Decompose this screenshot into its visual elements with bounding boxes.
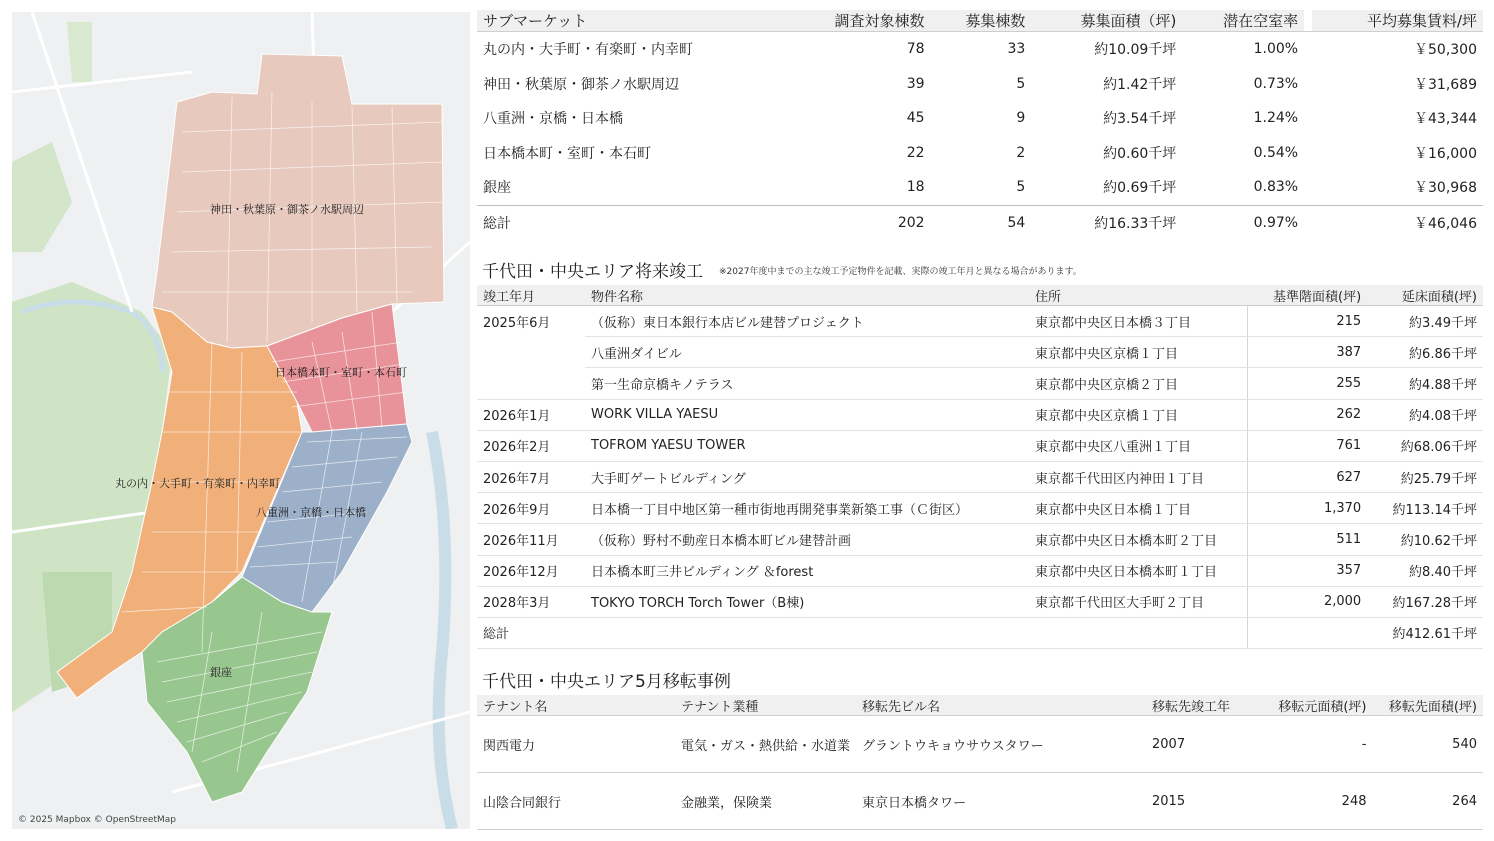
relocation-cell: 264 xyxy=(1373,773,1484,830)
col-survey-count: 調査対象棟数 xyxy=(788,10,931,32)
map-canvas xyxy=(12,12,470,829)
future-row xyxy=(477,524,1483,555)
future-cell: 約4.08千坪 xyxy=(1367,399,1483,430)
col-dest-building: 移転先ビル名 xyxy=(856,695,1146,716)
future-section-note: ※2027年度中までの主な竣工予定物件を記載、実際の竣工年月と異なる場合があります。 xyxy=(719,267,1082,277)
future-cell: 357 xyxy=(1247,555,1367,586)
submarket-row xyxy=(477,67,1483,102)
col-total-area: 延床面積(坪) xyxy=(1367,285,1483,306)
relocation-cell: 540 xyxy=(1373,716,1484,773)
future-row xyxy=(477,337,1483,368)
col-avg-rent: 平均募集賃料/坪 xyxy=(1312,10,1483,32)
relocation-cell: 2015 xyxy=(1146,773,1262,830)
submarket-cell: 2 xyxy=(1016,144,1026,161)
submarket-cell: 33 xyxy=(1007,41,1026,58)
future-cell: 東京都中央区八重洲１丁目 xyxy=(1029,430,1247,461)
submarket-cell: 神田・秋葉原・御茶ノ水駅周辺 xyxy=(483,76,679,93)
submarket-cell: 約0.69千坪 xyxy=(1103,180,1177,197)
submarket-total-row xyxy=(477,205,1483,240)
relocation-cell: 電気・ガス・熱供給・水道業 xyxy=(675,716,856,773)
col-vacancy-area: 募集面積（坪) xyxy=(1031,10,1182,32)
map-label-kanda: 神田・秋葉原・御茶ノ水駅周辺 xyxy=(210,203,364,216)
future-row xyxy=(477,399,1483,430)
future-row xyxy=(477,368,1483,399)
submarket-cell: 約0.60千坪 xyxy=(1103,145,1177,162)
submarket-cell: ￥46,046 xyxy=(1312,205,1483,240)
future-cell: 255 xyxy=(1247,368,1367,399)
relocation-cell: 山陰合同銀行 xyxy=(477,773,675,830)
submarket-cell: 約16.33千坪 xyxy=(1031,205,1182,240)
relocation-cell: 2007 xyxy=(1146,716,1262,773)
submarket-cell: 総計 xyxy=(477,205,788,240)
relocation-cell: 金融業，保険業 xyxy=(675,773,856,830)
submarket-cell: 約10.09千坪 xyxy=(1094,42,1177,59)
submarket-cell: ￥16,000 xyxy=(1414,145,1477,162)
future-row xyxy=(477,555,1483,586)
map-label-yaesu: 八重洲・京橋・日本橋 xyxy=(256,506,366,519)
future-cell: 約4.88千坪 xyxy=(1367,368,1483,399)
submarket-cell: ￥50,300 xyxy=(1414,42,1477,59)
future-cell: 東京都中央区京橋１丁目 xyxy=(1029,399,1247,430)
col-src-area: 移転元面積(坪) xyxy=(1262,695,1372,716)
future-cell: 2,000 xyxy=(1247,586,1367,617)
future-total-label: 総計 xyxy=(477,617,585,648)
relocation-row xyxy=(477,716,1483,773)
col-vacancy-rate: 潜在空室率 xyxy=(1182,10,1304,32)
future-cell: （仮称）東日本銀行本店ビル建替プロジェクト xyxy=(585,306,1029,337)
future-row xyxy=(477,461,1483,492)
future-cell: 東京都中央区日本橋１丁目 xyxy=(1029,493,1247,524)
future-cell: （仮称）野村不動産日本橋本町ビル建替計画 xyxy=(585,524,1029,555)
submarket-cell: 日本橋本町・室町・本石町 xyxy=(483,145,651,162)
future-cell: 東京都中央区京橋２丁目 xyxy=(1029,368,1247,399)
future-cell: 262 xyxy=(1247,399,1367,430)
submarket-header-row xyxy=(477,10,1483,32)
submarket-cell: 丸の内・大手町・有楽町・内幸町 xyxy=(483,42,693,59)
future-cell: 215 xyxy=(1247,306,1367,337)
future-row xyxy=(477,493,1483,524)
map-attribution[interactable]: © 2025 Mapbox © OpenStreetMap xyxy=(18,815,176,825)
submarket-cell: ￥31,689 xyxy=(1414,76,1477,93)
submarket-cell: 0.73% xyxy=(1253,75,1299,92)
future-cell: 東京都中央区日本橋３丁目 xyxy=(1029,306,1247,337)
future-cell: TOKYO TORCH Torch Tower（B棟) xyxy=(585,586,1029,617)
future-cell: 1,370 xyxy=(1247,493,1367,524)
col-address: 住所 xyxy=(1029,285,1247,306)
col-dest-year: 移転先竣工年 xyxy=(1146,695,1262,716)
future-cell: 2026年11月 xyxy=(477,524,585,555)
relocation-cell: 関西電力 xyxy=(477,716,675,773)
submarket-table xyxy=(477,10,1483,240)
relocation-cell: 248 xyxy=(1262,773,1372,830)
future-cell: 約6.86千坪 xyxy=(1367,337,1483,368)
submarket-cell: 9 xyxy=(1016,110,1026,127)
relocation-table xyxy=(477,695,1483,830)
col-property: 物件名称 xyxy=(585,285,1029,306)
submarket-cell: 22 xyxy=(906,144,925,161)
col-dest-area: 移転先面積(坪) xyxy=(1373,695,1484,716)
future-cell: TOFROM YAESU TOWER xyxy=(585,430,1029,461)
future-cell: 2026年7月 xyxy=(477,461,585,492)
submarket-cell: 1.24% xyxy=(1253,110,1299,127)
future-section-title: 千代田・中央エリア将来竣工 xyxy=(482,262,703,282)
submarket-cell: 0.54% xyxy=(1253,144,1299,161)
map-label-nihonbashi-honcho: 日本橋本町・室町・本石町 xyxy=(275,366,407,379)
submarket-cell: ￥43,344 xyxy=(1414,111,1477,128)
submarket-cell: 銀座 xyxy=(483,180,511,197)
future-cell: 東京都千代田区大手町２丁目 xyxy=(1029,586,1247,617)
future-cell: 2026年2月 xyxy=(477,430,585,461)
col-tenant: テナント名 xyxy=(477,695,675,716)
submarket-cell: 39 xyxy=(906,75,925,92)
submarket-row xyxy=(477,32,1483,67)
submarket-row xyxy=(477,101,1483,136)
future-cell: 627 xyxy=(1247,461,1367,492)
future-cell: 東京都千代田区内神田１丁目 xyxy=(1029,461,1247,492)
future-cell: 2026年1月 xyxy=(477,399,585,430)
future-cell: 2026年9月 xyxy=(477,493,585,524)
future-total-row xyxy=(477,617,1483,648)
submarket-cell: 5 xyxy=(1016,75,1026,92)
col-vacancy-count: 募集棟数 xyxy=(931,10,1032,32)
river-line xyxy=(432,432,452,829)
future-cell: 約10.62千坪 xyxy=(1367,524,1483,555)
relocation-row xyxy=(477,773,1483,830)
future-cell: 約113.14千坪 xyxy=(1367,493,1483,524)
submarket-cell: 1.00% xyxy=(1253,41,1299,58)
map-panel[interactable] xyxy=(12,12,470,829)
submarket-cell: 18 xyxy=(906,179,925,196)
relocation-cell: - xyxy=(1262,716,1372,773)
col-completion: 竣工年月 xyxy=(477,285,585,306)
submarket-cell: 78 xyxy=(906,41,925,58)
future-cell: 2026年12月 xyxy=(477,555,585,586)
future-row xyxy=(477,306,1483,337)
future-cell: 東京都中央区京橋１丁目 xyxy=(1029,337,1247,368)
submarket-cell: 54 xyxy=(931,205,1032,240)
map-label-ginza: 銀座 xyxy=(210,666,232,679)
submarket-cell: 八重洲・京橋・日本橋 xyxy=(483,111,623,128)
submarket-cell: 約1.42千坪 xyxy=(1103,76,1177,93)
future-cell: 八重洲ダイビル xyxy=(585,337,1029,368)
relocation-header-row xyxy=(477,695,1483,716)
submarket-cell: 5 xyxy=(1016,179,1026,196)
future-cell: 387 xyxy=(1247,337,1367,368)
future-cell: 約3.49千坪 xyxy=(1367,306,1483,337)
future-row xyxy=(477,430,1483,461)
submarket-cell: 0.83% xyxy=(1253,179,1299,196)
col-submarket: サブマーケット xyxy=(477,10,788,32)
future-cell: 大手町ゲートビルディング xyxy=(585,461,1029,492)
submarket-cell: 202 xyxy=(788,205,931,240)
future-cell: 2025年6月 xyxy=(483,315,551,331)
submarket-row xyxy=(477,170,1483,205)
future-cell: 約68.06千坪 xyxy=(1367,430,1483,461)
future-table xyxy=(477,285,1483,649)
kitanomaru-park-area xyxy=(12,142,72,252)
future-cell: 約167.28千坪 xyxy=(1367,586,1483,617)
future-cell: 東京都中央区日本橋本町２丁目 xyxy=(1029,524,1247,555)
relocation-section-title: 千代田・中央エリア5月移転事例 xyxy=(482,672,731,692)
future-cell xyxy=(477,337,585,368)
future-header-row xyxy=(477,285,1483,306)
future-cell: 2028年3月 xyxy=(477,586,585,617)
submarket-cell: ￥30,968 xyxy=(1414,180,1477,197)
future-cell: 約25.79千坪 xyxy=(1367,461,1483,492)
park-north-area xyxy=(67,22,92,82)
future-cell: 日本橋一丁目中地区第一種市街地再開発事業新築工事（Ｃ街区） xyxy=(585,493,1029,524)
submarket-row xyxy=(477,136,1483,171)
relocation-cell: グラントウキョウサウスタワー xyxy=(856,716,1146,773)
submarket-cell: 0.97% xyxy=(1182,205,1304,240)
submarket-cell: 45 xyxy=(906,110,925,127)
relocation-cell: 東京日本橋タワー xyxy=(856,773,1146,830)
future-cell: WORK VILLA YAESU xyxy=(585,399,1029,430)
future-cell xyxy=(477,368,585,399)
submarket-cell: 約3.54千坪 xyxy=(1103,111,1177,128)
future-cell: 日本橋本町三井ビルディング ＆forest xyxy=(585,555,1029,586)
future-cell: 東京都中央区日本橋本町１丁目 xyxy=(1029,555,1247,586)
future-cell: 511 xyxy=(1247,524,1367,555)
future-cell: 761 xyxy=(1247,430,1367,461)
future-row xyxy=(477,586,1483,617)
col-industry: テナント業種 xyxy=(675,695,856,716)
future-total-value: 約412.61千坪 xyxy=(1367,617,1483,648)
col-floor-area: 基準階面積(坪) xyxy=(1247,285,1367,306)
map-label-marunouchi: 丸の内・大手町・有楽町・内幸町 xyxy=(115,477,280,490)
future-cell: 約8.40千坪 xyxy=(1367,555,1483,586)
future-cell: 第一生命京橋キノテラス xyxy=(585,368,1029,399)
